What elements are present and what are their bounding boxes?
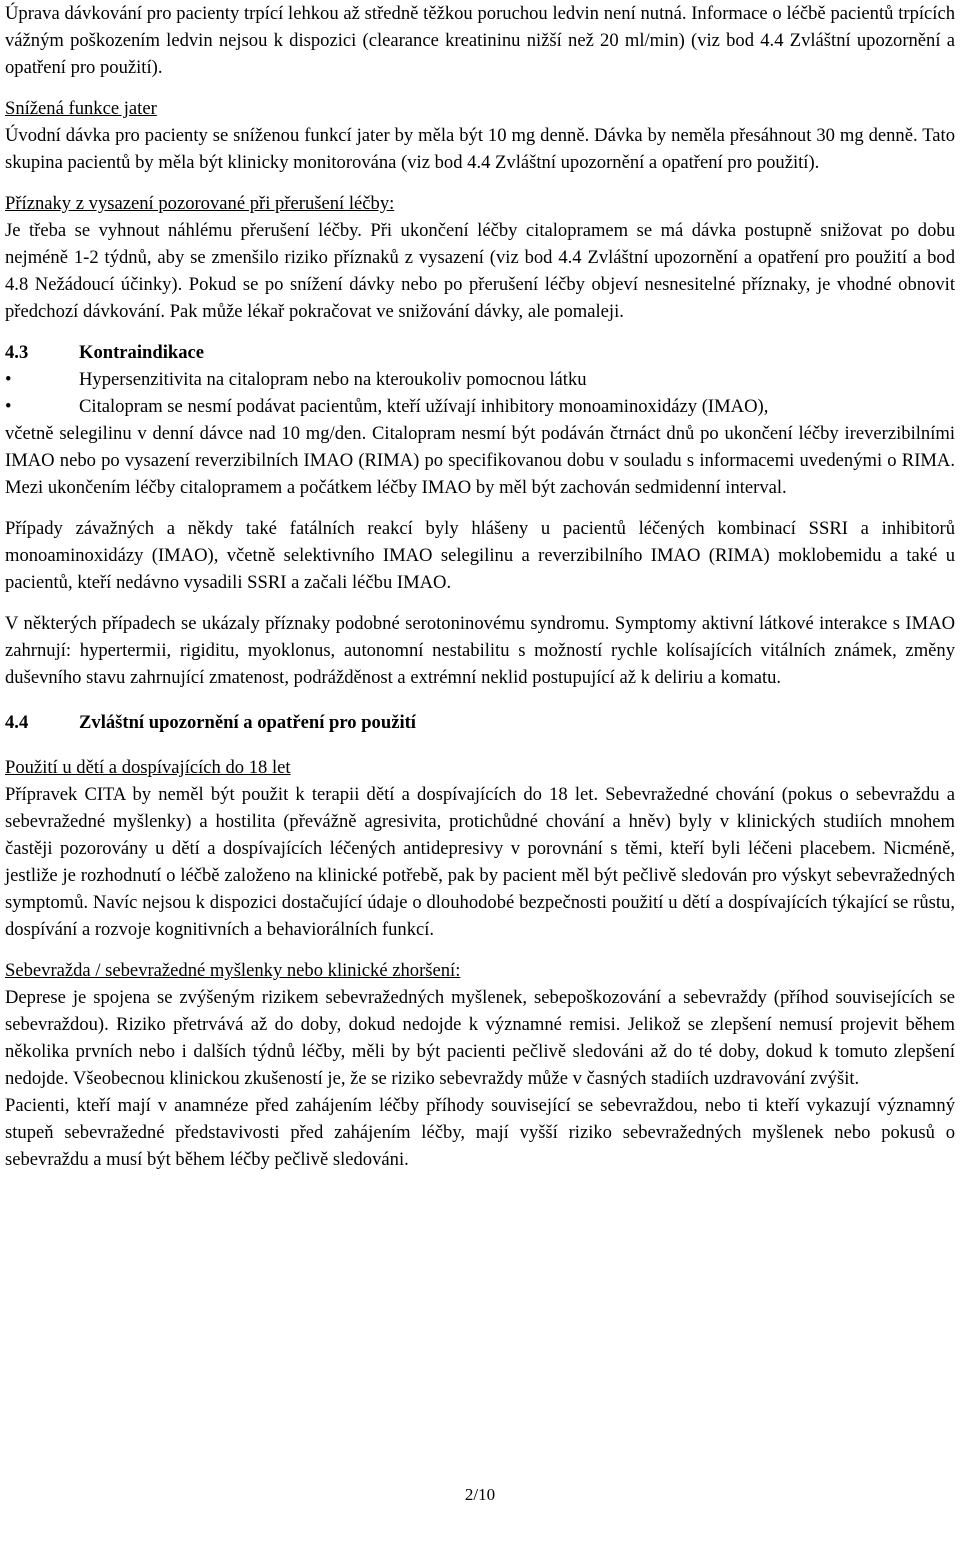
suicide-heading: Sebevražda / sebevražedné myšlenky nebo klinické zhoršení: (5, 960, 461, 981)
serotonin-paragraph: V některých případech se ukázaly příznaky podobné serotoninovému syndromu. Symptomy aktivní látkové interakce s IMAO zahrnují: hypertermii, rigiditu, myoklonus, autonomní nestabilitu s možností rychle kolísajících vitálních známek, změny duševního stavu zahrnující zmatenost, podrážděnost a extrémní neklid postupující až k deliriu a komatu. (5, 613, 955, 688)
liver-heading: Snížená funkce jater (5, 98, 157, 119)
liver-paragraph: Úvodní dávka pro pacienty se sníženou funkcí jater by měla být 10 mg denně. Dávka by neměla přesáhnout 30 mg denně. Tato skupina pacientů by měla být klinicky monitorována (viz bod 4.4 Zvláštní upozornění a opatření pro použití). (5, 125, 955, 173)
children-heading: Použití u dětí a dospívajících do 18 let (5, 757, 291, 778)
history-paragraph: Pacienti, kteří mají v anamnéze před zahájením léčby příhody související se sebevraždou, nebo ti kteří vykazují významný stupeň sebevražedné představivosti před zahájením léčby, mají vyšší riziko sebevražedných myšlenek nebo pokusů o sebevraždu a musí být během léčby pečlivě sledováni. (5, 1095, 955, 1170)
renal-paragraph: Úprava dávkování pro pacienty trpící lehkou až středně těžkou poruchou ledvin není nutná. Informace o léčbě pacientů trpících vážným poškozením ledvin nejsou k dispozici (clearance kreatininu nižší než 20 ml/min) (viz bod 4.4 Zvláštní upozornění a opatření pro použití). (5, 3, 955, 78)
section-title: Kontraindikace (79, 342, 204, 363)
list-item-text: Hypersenzitivita na citalopram nebo na kteroukoliv pomocnou látku (79, 369, 587, 390)
suicide-paragraph: Deprese je spojena se zvýšeným rizikem sebevražedných myšlenek, sebepoškozování a sebevraždy (příhod souvisejících se sebevraždou). Riziko přetrvává až do doby, dokud nedojde k významné remisi. Jelikož se zlepšení nemusí projevit během několika prvních nebo i dalších týdnů léčby, měli by být pacienti pečlivě sledováni až do té doby, dokud k tomuto zlepšení nedojde. Všeobecnou klinickou zkušeností je, že se riziko sebevraždy může v časných stadiích uzdravování zvýšit. (5, 987, 955, 1089)
section-title: Zvláštní upozornění a opatření pro použití (79, 712, 416, 733)
list-item (5, 393, 955, 420)
section-4-3-heading (5, 339, 955, 366)
bullet-icon: • (5, 369, 12, 390)
section-4-4-heading (5, 709, 955, 736)
withdrawal-heading: Příznaky z vysazení pozorované při přerušení léčby: (5, 193, 395, 214)
withdrawal-paragraph: Je třeba se vyhnout náhlému přerušení léčby. Při ukončení léčby citalopramem se má dávka postupně snižovat po dobu nejméně 1-2 týdnů, aby se zmenšilo riziko příznaků z vysazení (viz bod 4.4 Zvláštní upozornění a opatření pro použití a bod 4.8 Nežádoucí účinky). Pokud se po snížení dávky nebo po přerušení léčby objeví nesnesitelné příznaky, je vhodné obnovit předchozí dávkování. Pak může lékař pokračovat ve snižování dávky, ale pomaleji. (5, 220, 955, 322)
section-number: 4.4 (5, 712, 29, 733)
children-paragraph: Přípravek CITA by neměl být použit k terapii dětí a dospívajících do 18 let. Sebevražedné chování (pokus o sebevraždu a sebevražedné myšlenky) a hostilita (převážně agresivita, protichůdné chování a hněv) byly v klinických studiích mnohem častěji pozorovány u dětí a dospívajících léčených antidepresivy v porovnání s těmi, kteří byli léčeni placebem. Nicméně, jestliže je rozhodnutí o léčbě založeno na klinické potřebě, pak by pacient měl být pečlivě sledován pro výskyt sebevražedných symptomů. Navíc nejsou k dispozici dostačující údaje o dlouhodobé bezpečnosti použití u dětí a dospívajících týkající se růstu, dospívání a rozvoje kognitivních a behaviorálních funkcí. (5, 784, 955, 940)
list-item (5, 366, 955, 393)
imao-paragraph: Případy závažných a někdy také fatálních reakcí byly hlášeny u pacientů léčených kombinací SSRI a inhibitorů monoaminoxidázy (IMAO), včetně selektivního IMAO selegilinu a reverzibilního IMAO (RIMA) moklobemidu a také u pacientů, kteří nedávno vysadili SSRI a začali léčbu IMAO. (5, 518, 955, 593)
page-number: 2/10 (464, 1485, 496, 1504)
bullet-icon: • (5, 396, 12, 417)
list-item-continuation: včetně selegilinu v denní dávce nad 10 mg/den. Citalopram nesmí být podáván čtrnáct dnů po ukončení léčby ireverzibilními IMAO nebo po vysazení reverzibilních IMAO (RIMA) po specifikovanou dobu v souladu s informacemi uvedenými o RIMA. Mezi ukončením léčby citalopramem a počátkem léčby IMAO by měl být zachován sedmidenní interval. (5, 423, 955, 498)
section-number: 4.3 (5, 342, 29, 363)
document-page (5, 0, 955, 1173)
list-item-text: Citalopram se nesmí podávat pacientům, kteří užívají inhibitory monoaminoxidázy (IMAO), (79, 396, 769, 417)
